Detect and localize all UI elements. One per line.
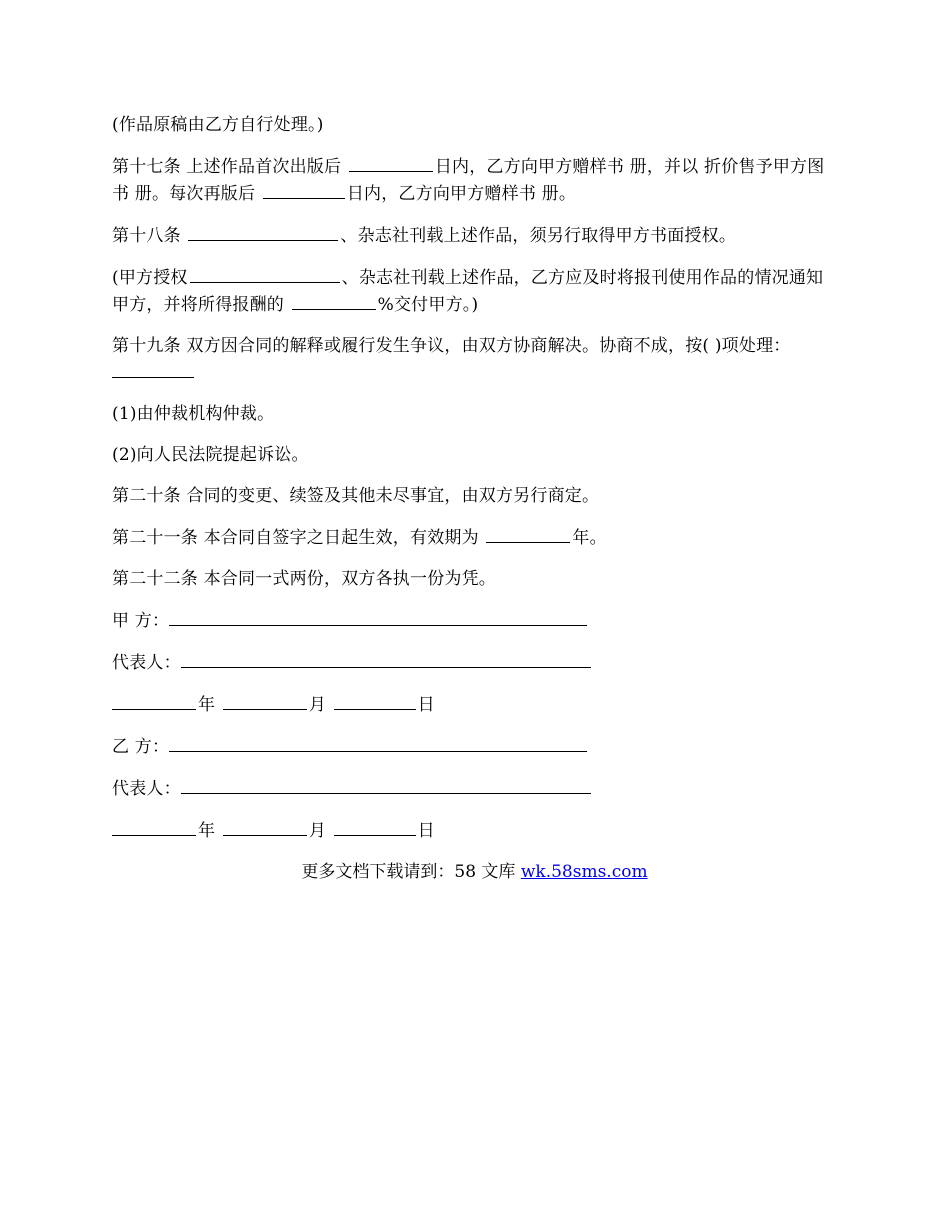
month-label: 月 <box>308 695 327 715</box>
option-text: (2)向人民法院提起诉讼。 <box>112 445 309 465</box>
authorization-text-a: (甲方授权 <box>112 268 188 288</box>
day-blank <box>334 817 416 836</box>
footer-link[interactable]: wk.58sms.com <box>520 862 648 882</box>
signature-blank <box>169 607 587 626</box>
paragraph-original-manuscript <box>112 112 837 138</box>
article-17-text-a: 第十七条 上述作品首次出版后 <box>112 157 342 177</box>
footer-text: 更多文档下载请到：58 文库 <box>301 862 521 882</box>
article-18-text-a: 第十八条 <box>112 226 181 246</box>
year-blank <box>112 691 196 710</box>
blank-field <box>112 359 194 378</box>
signature-blank <box>181 649 591 668</box>
article-20-text: 第二十条 合同的变更、续签及其他未尽事宜，由双方另行商定。 <box>112 486 600 506</box>
signature-blank <box>169 733 587 752</box>
article-22 <box>112 566 837 592</box>
representative-b-label: 代表人： <box>112 779 181 799</box>
date-a-line <box>112 691 837 718</box>
blank-field <box>263 180 345 199</box>
article-17-text-c: 日内，乙方向甲方赠样书 册。 <box>346 184 577 204</box>
option-arbitration <box>112 401 837 427</box>
party-b-line <box>112 733 837 760</box>
option-lawsuit <box>112 442 837 468</box>
paragraph-text: (作品原稿由乙方自行处理。) <box>112 115 324 135</box>
representative-a-label: 代表人： <box>112 653 181 673</box>
year-blank <box>112 817 196 836</box>
party-b-label: 乙 方： <box>112 737 170 757</box>
article-21 <box>112 524 837 551</box>
month-blank <box>223 817 307 836</box>
document-page <box>112 112 837 885</box>
download-footer <box>112 859 837 885</box>
option-text: (1)由仲裁机构仲裁。 <box>112 404 275 424</box>
authorization-text-b: 、杂志社刊载上述作品，乙方应及时将报刊使用作品的情况通知甲方，并将所得报酬的 <box>112 268 824 315</box>
year-label: 年 <box>198 695 216 715</box>
date-b-line <box>112 817 837 844</box>
blank-field <box>188 222 338 241</box>
representative-b-line <box>112 775 837 802</box>
month-label: 月 <box>308 821 327 841</box>
article-20 <box>112 483 837 509</box>
article-18-text-b: 、杂志社刊载上述作品，须另行取得甲方书面授权。 <box>340 226 737 246</box>
month-blank <box>223 691 307 710</box>
day-blank <box>334 691 416 710</box>
article-17-text-b: 日内，乙方向甲方赠样书 册，并以 折价售予甲方图书 册。每次再版后 <box>112 157 825 204</box>
article-22-text: 第二十二条 本合同一式两份，双方各执一份为凭。 <box>112 569 497 589</box>
signature-blank <box>181 775 591 794</box>
representative-a-line <box>112 649 837 676</box>
day-label: 日 <box>417 695 435 715</box>
party-a-label: 甲 方： <box>112 611 170 631</box>
article-18 <box>112 222 837 249</box>
blank-field <box>486 524 570 543</box>
article-21-text-a: 第二十一条 本合同自签字之日起生效，有效期为 <box>112 528 479 548</box>
party-a-authorization <box>112 264 837 318</box>
article-19 <box>112 333 837 386</box>
blank-field <box>292 291 376 310</box>
article-17 <box>112 153 837 207</box>
article-21-text-b: 年。 <box>572 528 607 548</box>
year-label: 年 <box>198 821 216 841</box>
blank-field <box>190 264 340 283</box>
article-19-text: 第十九条 双方因合同的解释或履行发生争议，由双方协商解决。协商不成，按( )项处理： <box>112 336 791 356</box>
authorization-text-c: %交付甲方。) <box>377 295 479 315</box>
day-label: 日 <box>417 821 435 841</box>
blank-field <box>349 153 433 172</box>
party-a-line <box>112 607 837 634</box>
